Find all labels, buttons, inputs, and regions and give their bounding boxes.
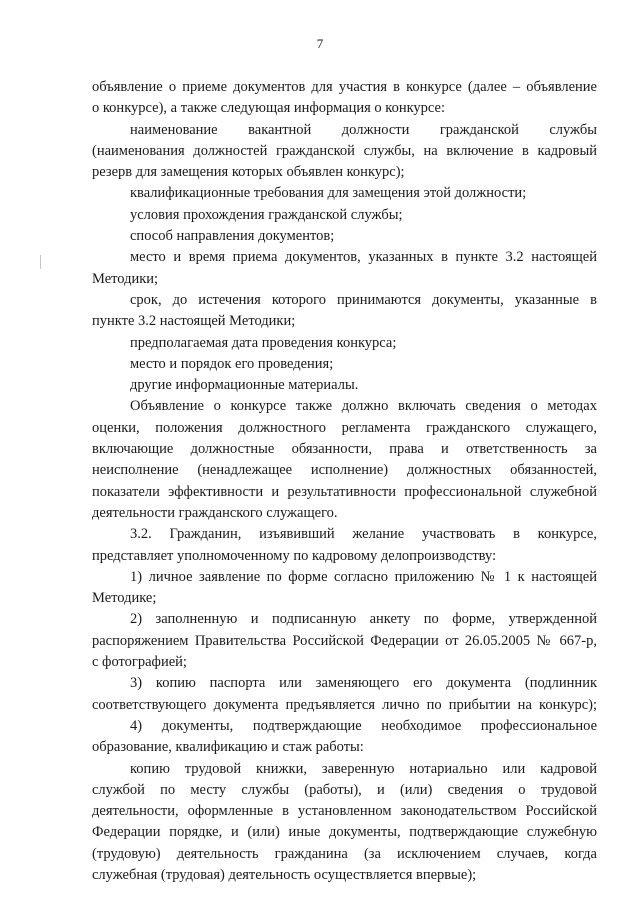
document-body bbox=[92, 77, 597, 886]
text-line: объявление о приеме документов для участия в конкурсе (далее – объявление bbox=[92, 79, 597, 95]
text-line: способ направления документов; bbox=[130, 228, 335, 245]
text-line: с фотографией; bbox=[92, 654, 187, 671]
scan-artifact-mark bbox=[40, 255, 41, 269]
text-line: деятельности, оформленные в установленном законодательством Российской bbox=[92, 803, 597, 820]
text-line: срок, до истечения которого принимаются документы, указанные в bbox=[130, 291, 597, 308]
text-line: службой по месту службы (работы), и (или) сведения о трудовой bbox=[92, 781, 597, 798]
text-line: 1) личное заявление по форме согласно приложению № 1 к настоящей bbox=[130, 568, 597, 585]
text-line: включающие должностные обязанности, права и ответственность за bbox=[92, 441, 597, 458]
text-line: место и порядок его проведения; bbox=[130, 355, 334, 372]
text-line: распоряжением Правительства Российской Федерации от 26.05.2005 № 667-р, bbox=[92, 632, 597, 649]
text-line: резерв для замещения которых объявлен конкурс); bbox=[92, 164, 405, 181]
text-line: 4) документы, подтверждающие необходимое профессиональное bbox=[130, 717, 597, 734]
text-line: Федерации порядке, и (или) иные документы, подтверждающие служебную bbox=[92, 824, 597, 841]
text-line: (трудовую) деятельность гражданина (за исключением случаев, когда bbox=[92, 845, 597, 862]
text-line: о конкурсе), а также следующая информация о конкурсе: bbox=[92, 100, 446, 117]
text-line: квалификационные требования для замещения этой должности; bbox=[130, 185, 527, 202]
text-line: 3.2. Гражданин, изъявивший желание участвовать в конкурсе, bbox=[130, 526, 597, 543]
text-line: представляет уполномоченному по кадровому делопроизводству: bbox=[92, 547, 497, 564]
text-line: 3) копию паспорта или заменяющего его документа (подлинник bbox=[130, 675, 597, 692]
text-line: соответствующего документа предъявляется лично по прибытии на конкурс); bbox=[92, 696, 597, 713]
text-line: служебная (трудовая) деятельность осуществляется впервые); bbox=[92, 866, 477, 883]
text-line: (наименования должностей гражданской службы, на включение в кадровый bbox=[92, 142, 597, 159]
text-line: другие информационные материалы. bbox=[130, 377, 359, 394]
text-line: 2) заполненную и подписанную анкету по форме, утвержденной bbox=[130, 611, 597, 628]
text-line: место и время приема документов, указанных в пункте 3.2 настоящей bbox=[130, 249, 597, 266]
text-line: Объявление о конкурсе также должно включать сведения о методах bbox=[130, 398, 597, 415]
text-line: деятельности гражданского служащего. bbox=[92, 504, 338, 521]
text-line: показатели эффективности и результативности профессиональной служебной bbox=[92, 483, 597, 500]
text-line: наименование вакантной должности гражданской службы bbox=[130, 121, 597, 138]
text-line: копию трудовой книжки, заверенную нотариально или кадровой bbox=[130, 760, 597, 777]
text-line: пункте 3.2 настоящей Методики; bbox=[92, 313, 296, 330]
text-line: оценки, положения должностного регламента гражданского служащего, bbox=[92, 419, 597, 436]
text-line: образование, квалификацию и стаж работы: bbox=[92, 739, 364, 756]
page-number: 7 bbox=[316, 36, 324, 51]
text-line: неисполнение (ненадлежащее исполнение) должностных обязанностей, bbox=[92, 462, 597, 479]
text-line: Методики; bbox=[92, 270, 159, 287]
text-line: предполагаемая дата проведения конкурса; bbox=[130, 334, 397, 351]
text-line: Методике; bbox=[92, 590, 157, 607]
text-line: условия прохождения гражданской службы; bbox=[130, 206, 403, 223]
